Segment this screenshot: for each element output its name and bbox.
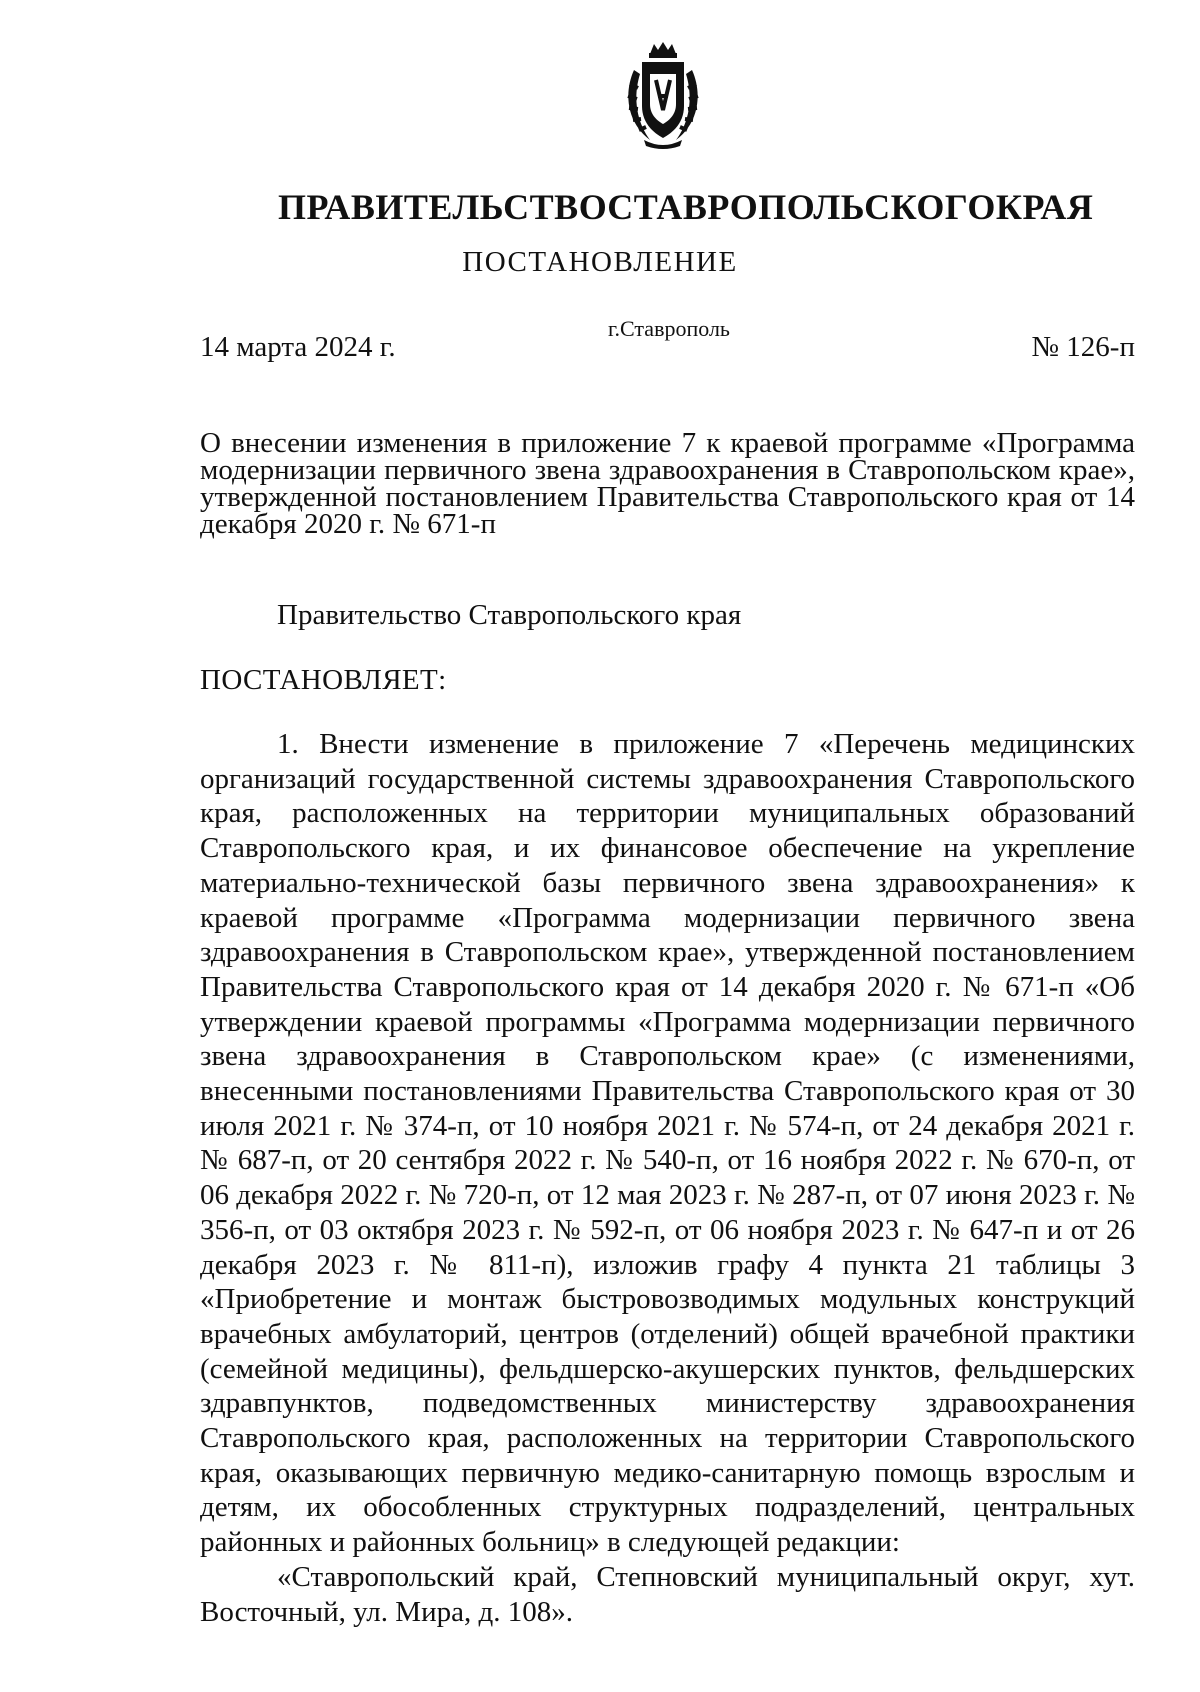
coat-of-arms-icon bbox=[620, 40, 706, 152]
government-title bbox=[278, 186, 1094, 228]
document-date: 14 марта 2024 г. bbox=[200, 331, 396, 363]
document-city: г.Ставрополь bbox=[608, 316, 730, 341]
body-paragraph: «Ставропольский край, Степновский муниципальный округ, хут. Восточный, ул. Мира, д. 108». bbox=[200, 1560, 1135, 1628]
document-subject: О внесении изменения в приложение 7 к краевой программе «Программа модернизации первичного звена здравоохранения в Ставропольском крае», утвержденной постановлением Правительства Ставропольского края от 14 декабря 2020 г. № 671-п bbox=[200, 427, 1135, 540]
resolves-heading: ПОСТАНОВЛЯЕТ: bbox=[200, 664, 447, 696]
issuer-line: Правительство Ставропольского края bbox=[277, 599, 742, 631]
document-number: № 126-п bbox=[1031, 331, 1135, 363]
document-type: ПОСТАНОВЛЕНИЕ bbox=[462, 246, 738, 278]
title-word: СТАВРОПОЛЬСКОГО bbox=[607, 187, 996, 227]
title-word: ПРАВИТЕЛЬСТВО bbox=[278, 187, 608, 227]
body-paragraph: 1. Внести изменение в приложение 7 «Перечень медицинских организаций государственной системы здравоохранения Ставропольского края, расположенных на территории муниципальных образований Ставропольского края, и их финансовое обеспечение на укрепление материально-технической базы первичного звена здравоохранения» к краевой программе «Программа модернизации первичного звена здравоохранения в Ставропольском крае», утвержденной постановлением Правительства Ставропольского края от 14 декабря 2020 г. № 671-п «Об утверждении краевой программы «Программа модернизации первичного звена здравоохранения в Ставропольском крае» (с изменениями, внесенными постановлениями Правительства Ставропольского края от 30 июля 2021 г. № 374-п, от 10 ноября 2021 г. № 574-п, от 24 декабря 2021 г. № 687-п, от 20 сентября 2022 г. № 540-п, от 16 ноября 2022 г. № 670-п, от 06 декабря 2022 г. № 720-п, от 12 мая 2023 г. № 287-п, от 07 июня 2023 г. № 356-п, от 03 октября 2023 г. № 592-п, от 06 ноября 2023 г. № 647-п и от 26 декабря 2023 г. № 811-п), изложив графу 4 пункта 21 таблицы 3 «Приобретение и монтаж быстровозводимых модульных конструкций врачебных амбулаторий, центров (отделений) общей врачебной практики (семейной медицины), фельдшерско-акушерских пунктов, фельдшерских здравпунктов, подведомственных министерству здравоохранения Ставропольского края, расположенных на территории Ставропольского края, оказывающих первичную медико-санитарную помощь взрослым и детям, их обособленных структурных подразделений, центральных районных и районных больниц» в следующей редакции: bbox=[200, 728, 1135, 1559]
title-word: КРАЯ bbox=[995, 187, 1094, 227]
document-body bbox=[200, 727, 1135, 1629]
